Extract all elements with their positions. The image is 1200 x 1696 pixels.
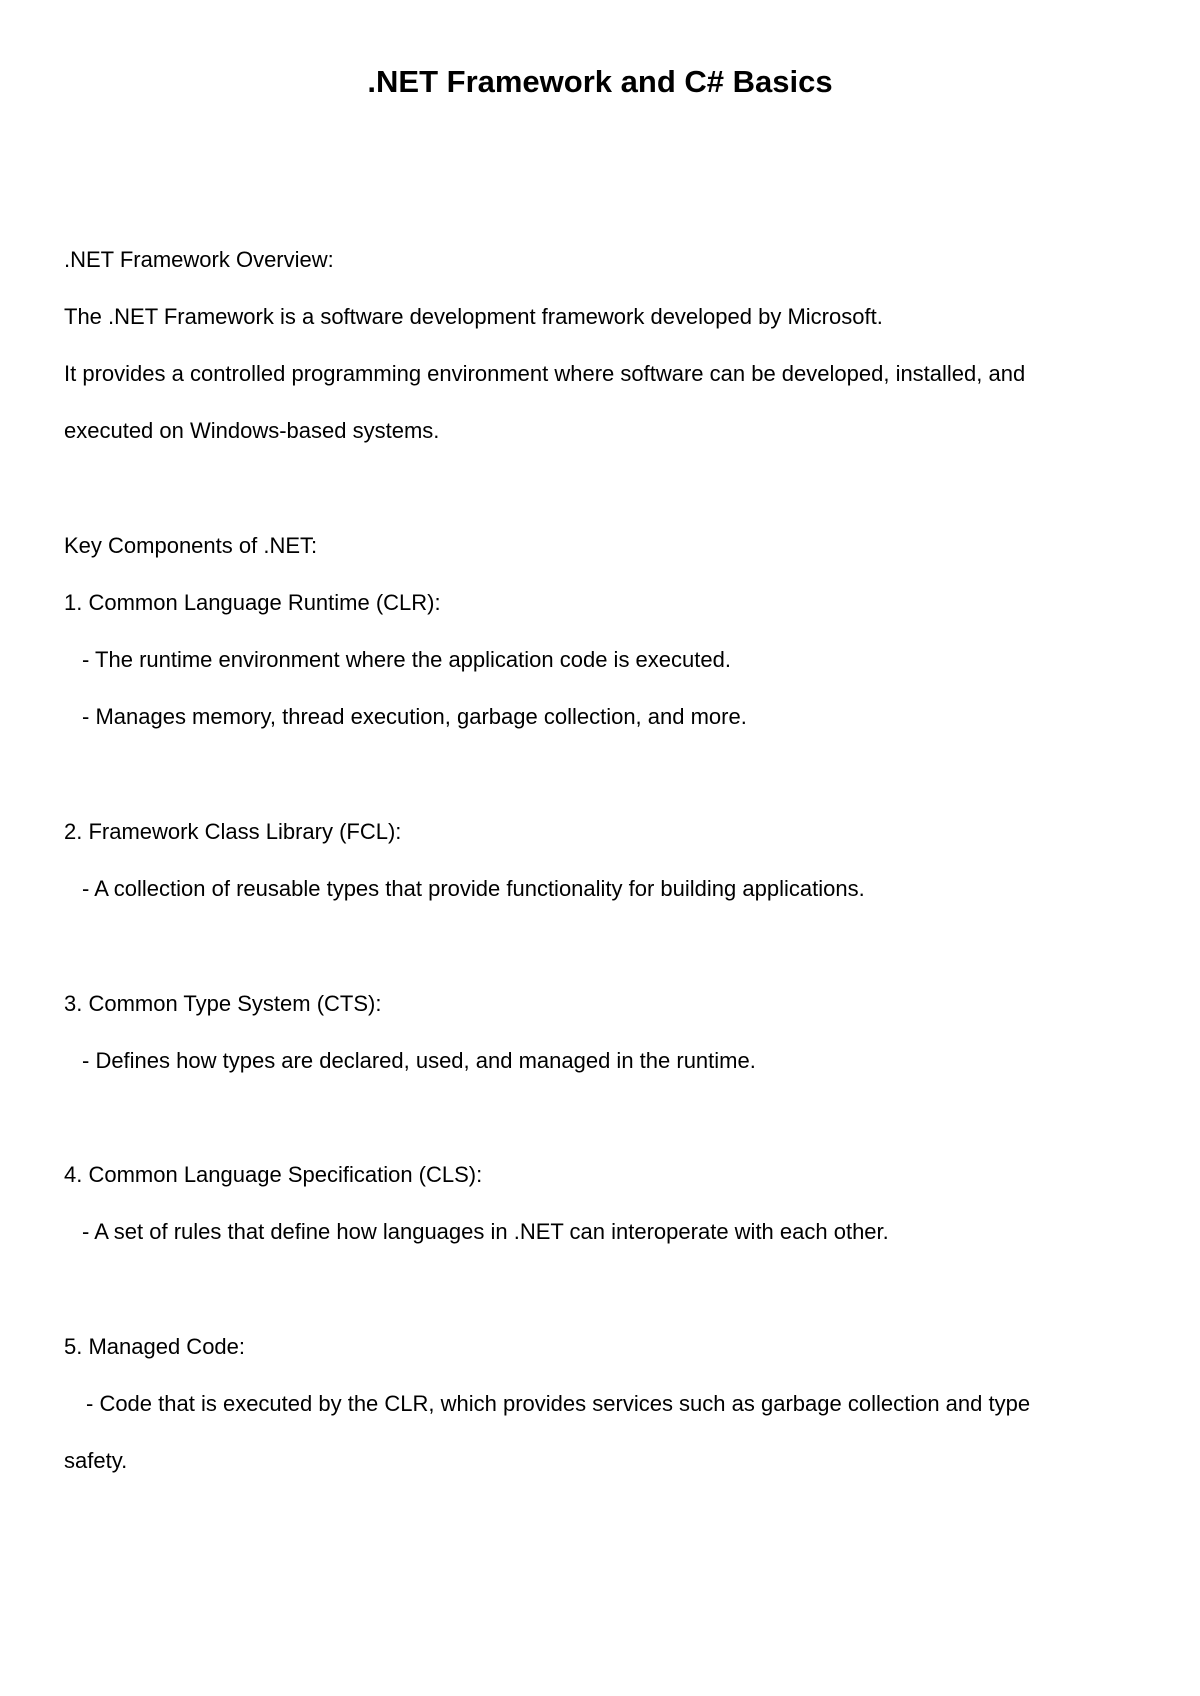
- list-item-detail-continued: safety.: [64, 1448, 128, 1473]
- document-title: .NET Framework and C# Basics: [367, 64, 833, 99]
- list-item-detail: - Defines how types are declared, used, and managed in the runtime.: [82, 1048, 756, 1073]
- paragraph-line: executed on Windows-based systems.: [64, 418, 440, 443]
- list-item-detail: - A set of rules that define how languages in .NET can interoperate with each other.: [82, 1219, 889, 1244]
- list-item-heading: 4. Common Language Specification (CLS):: [64, 1162, 483, 1187]
- list-item-detail: - Manages memory, thread execution, garbage collection, and more.: [82, 704, 747, 729]
- list-item-heading: 1. Common Language Runtime (CLR):: [64, 590, 441, 615]
- list-item-heading: 2. Framework Class Library (FCL):: [64, 819, 402, 844]
- list-item-detail: - The runtime environment where the application code is executed.: [82, 647, 731, 672]
- paragraph-line: It provides a controlled programming environment where software can be developed, installed, and: [64, 361, 1026, 386]
- list-item-heading: 3. Common Type System (CTS):: [64, 991, 382, 1016]
- list-item-heading: 5. Managed Code:: [64, 1334, 246, 1359]
- paragraph-line: The .NET Framework is a software development framework developed by Microsoft.: [64, 304, 883, 329]
- section-heading-components: Key Components of .NET:: [64, 533, 318, 558]
- list-item-detail: - Code that is executed by the CLR, which provides services such as garbage collection and type: [86, 1391, 1031, 1416]
- list-item-detail: - A collection of reusable types that provide functionality for building applications.: [82, 876, 865, 901]
- section-heading-overview: .NET Framework Overview:: [64, 247, 334, 272]
